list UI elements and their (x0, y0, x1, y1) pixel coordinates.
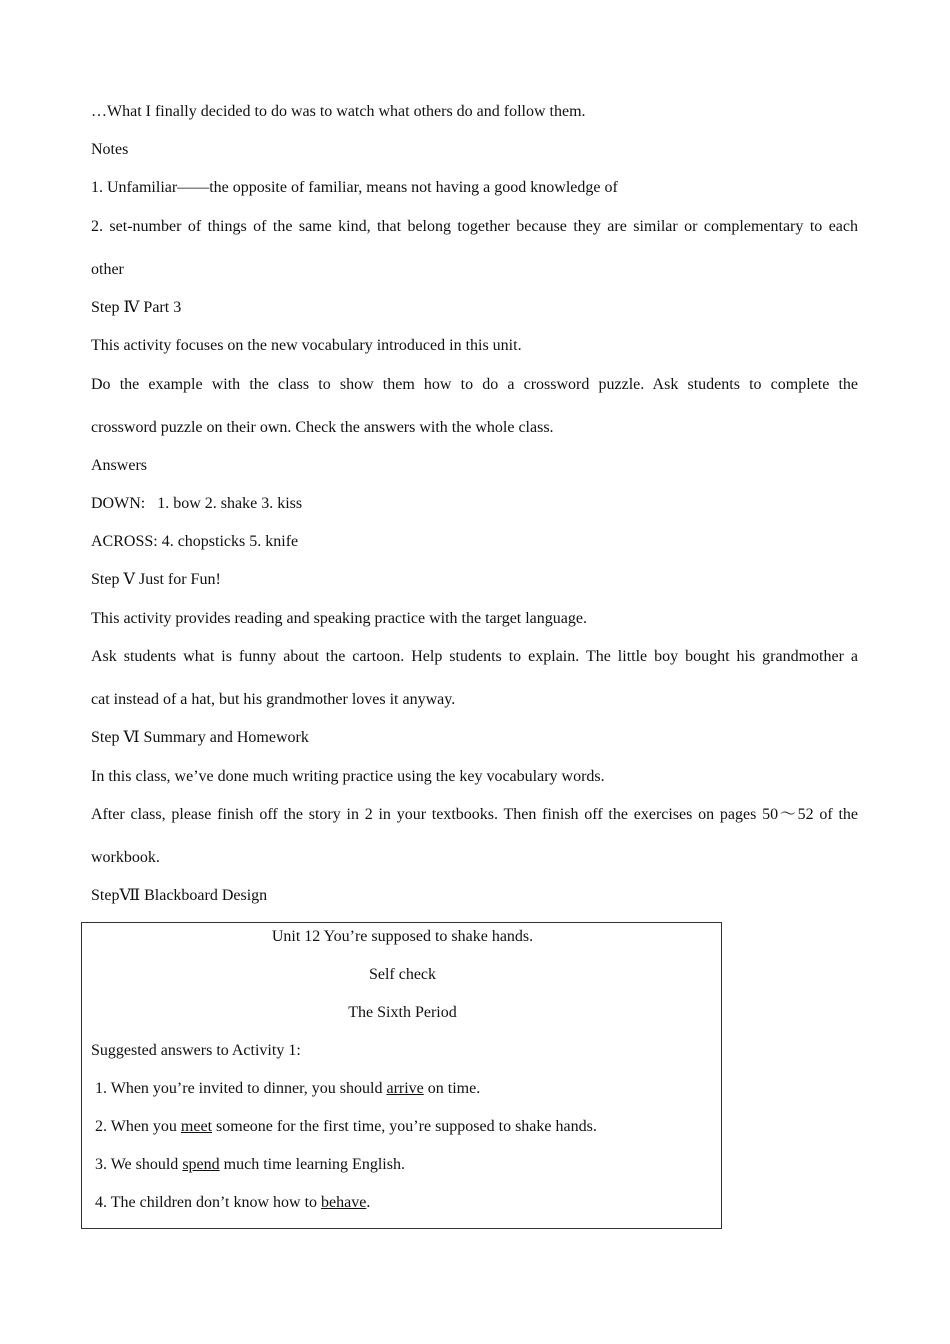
note-item-2-line-2: other (91, 261, 124, 278)
answer-text-before: 2. When you (91, 1118, 181, 1135)
blackboard-period: The Sixth Period (348, 1004, 457, 1021)
answer-text-before: 1. When you’re invited to dinner, you should (91, 1080, 387, 1097)
step-6-paragraph-1: In this class, we’ve done much writing practice using the key vocabulary words. (91, 768, 605, 785)
answer-text-before: 3. We should (91, 1156, 183, 1173)
step-5-paragraph-1: This activity provides reading and speaking practice with the target language. (91, 610, 587, 627)
step-4-paragraph-2-line-1: Do the example with the class to show them how to do a crossword puzzle. Ask students to complete the (91, 376, 858, 393)
answer-keyword: arrive (386, 1080, 424, 1097)
step-4-title: Step Ⅳ Part 3 (91, 299, 182, 316)
answer-text-after: much time learning English. (219, 1156, 405, 1173)
answers-heading: Answers (91, 457, 147, 474)
answers-down: DOWN: 1. bow 2. shake 3. kiss (91, 495, 303, 512)
blackboard-answer-4 (91, 1193, 370, 1213)
step-4-paragraph-1: This activity focuses on the new vocabulary introduced in this unit. (91, 337, 522, 354)
step-7-title: StepⅦ Blackboard Design (91, 887, 268, 904)
answer-text-after: on time. (423, 1080, 481, 1097)
blackboard-design-box (81, 922, 722, 1229)
step-6-title: Step Ⅵ Summary and Homework (91, 729, 309, 746)
answer-text-after: . (366, 1194, 371, 1211)
note-item-2-line-1: 2. set-number of things of the same kind, that belong together because they are similar or complementary to each (91, 218, 858, 235)
blackboard-subtitle: Self check (368, 966, 437, 983)
answer-text-before: 4. The children don’t know how to (91, 1194, 322, 1211)
step-4-paragraph-2-line-2: crossword puzzle on their own. Check the answers with the whole class. (91, 419, 554, 436)
blackboard-answer-3 (91, 1155, 405, 1175)
answer-keyword: meet (180, 1118, 213, 1135)
answer-keyword: behave (321, 1194, 367, 1211)
step-6-paragraph-2-line-1: After class, please finish off the story in 2 in your textbooks. Then finish off the exercises on pages 50～52 of the (91, 806, 858, 823)
answer-text-after: someone for the first time, you’re supposed to shake hands. (212, 1118, 597, 1135)
step-5-title: Step Ⅴ Just for Fun! (91, 571, 221, 588)
intro-paragraph: …What I finally decided to do was to watch what others do and follow them. (91, 103, 586, 120)
notes-heading: Notes (91, 141, 129, 158)
blackboard-answer-1 (91, 1079, 480, 1099)
step-6-paragraph-2-line-2: workbook. (91, 849, 160, 866)
step-5-paragraph-2-line-2: cat instead of a hat, but his grandmother loves it anyway. (91, 691, 456, 708)
blackboard-answer-2 (91, 1117, 597, 1137)
note-item-1: 1. Unfamiliar——the opposite of familiar, means not having a good knowledge of (91, 179, 618, 196)
answer-keyword: spend (182, 1156, 220, 1173)
step-5-paragraph-2-line-1: Ask students what is funny about the cartoon. Help students to explain. The little boy bought his grandmother a (91, 648, 858, 665)
answers-across: ACROSS: 4. chopsticks 5. knife (91, 533, 299, 550)
blackboard-suggested-heading: Suggested answers to Activity 1: (91, 1042, 301, 1059)
blackboard-title: Unit 12 You’re supposed to shake hands. (271, 928, 534, 945)
